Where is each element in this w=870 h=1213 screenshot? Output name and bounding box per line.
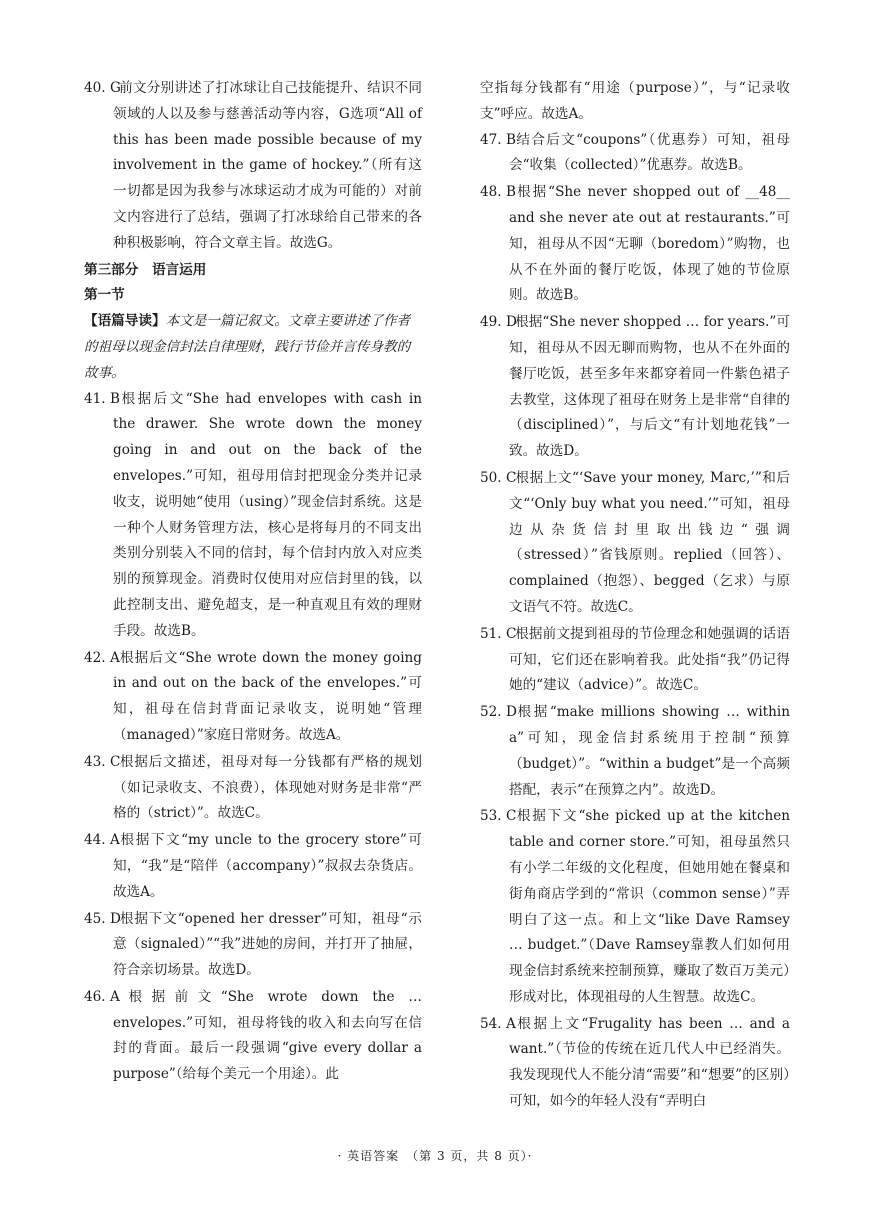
guide-tag: 【语篇导读】 [84, 313, 166, 330]
answer-number: 51. C [480, 625, 517, 642]
answer-text: 根据“She never shopped … for years.”可知，祖母从不因无聊而购物，也从不在外面的餐厅吃饭，甚至多年来都穿着同一件紫色裙子去教堂，这体现了祖母在财务上是非常“自律的（disciplined）”，与后文“有计划地花钱”一致。故选D。 [509, 314, 790, 460]
answer-text: 根据前文“She wrote down the … envelopes.”可知，祖母将钱的收入和去向写在信封的背面。最后一段强调“give every dollar a purpose”（给每个美元一个用途）。此 [113, 988, 422, 1083]
answer-number: 40. G [84, 80, 121, 96]
answer-46-continued: 空指每分钱都有“用途（purpose）”，与“记录收支”呼应。故选A。 [480, 80, 790, 122]
answer-46 [84, 985, 422, 1088]
passage-guide [84, 309, 422, 386]
answer-53 [480, 804, 790, 1010]
answer-40 [84, 76, 422, 257]
answer-49 [480, 310, 790, 465]
answer-42 [84, 646, 422, 749]
answer-text: 前文分别讲述了打冰球让自己技能提升、结识不同领域的人以及参与慈善活动等内容，G选项“All of this has been made possible because of my involvement in the game of hockey.”（所有这一切都是因为我参与冰球运动才成为可能的）对前文内容进行了总结，强调了打冰球给自己带来的各种积极影响，符合文章主旨。故选G。 [113, 80, 422, 251]
page-footer: · 英语答案 （第 3 页，共 8 页）· [337, 1149, 533, 1163]
answer-text: 根据“She never shopped out of __48__ and she never ate out at restaurants.”可知，祖母从不因“无聊（boredom）”购物，也从不在外面的餐厅吃饭，体现了她的节俭原则。故选B。 [509, 184, 790, 304]
answer-number: 50. C [480, 469, 517, 486]
answer-text: 根据下文“opened her dresser”可知，祖母“示意（signaled）”“我”进她的房间，并打开了抽屉，符合亲切场景。故选D。 [113, 910, 422, 979]
part-title: 第三部分 语言运用 [84, 261, 207, 278]
answer-text: 根据下文“she picked up at the kitchen table and corner store.”可知，祖母虽然只有小学二年级的文化程度，但她用她在餐桌和街角商店学到的“常识（common sense）”弄明白了这一点。和上文“like Dave Ramsey … budget.”（Dave Ramsey靠教人们如何用现金信封系统来控制预算，赚取了数百万美元）形成对比，体现祖母的人生智慧。故选C。 [509, 808, 790, 1005]
answer-54 [480, 1012, 790, 1115]
answer-number: 46. A [84, 988, 120, 1005]
answer-number: 49. D [480, 314, 517, 331]
answer-text: 根据上文“‘Save your money, Marc,’”和后文“‘Only buy what you need.’”可知，祖母边从杂货信封里取出钱边“强调（stressed）”省钱原则。replied（回答）、complained（抱怨）、begged（乞求）与原文语气不符。故选C。 [509, 469, 790, 615]
answer-51 [480, 622, 790, 699]
guide-text: 本文是一篇记叙文。文章主要讲述了作者的祖母以现金信封法自律理财，践行节俭并言传身教的故事。 [84, 313, 411, 381]
answer-44 [84, 828, 422, 905]
answer-43 [84, 750, 422, 827]
answer-number: 53. C [480, 808, 517, 825]
answer-text: 根据后文“She had envelopes with cash in the drawer. She wrote down the money going in and out on the back of the envelopes.”可知，祖母用信封把现金分类并记录收支，说明她“使用（using）”现金信封系统。这是一种个人财务管理方法，核心是将每月的不同支出类别分别装入不同的信封，每个信封内放入对应类别的预算现金。消费时仅使用对应信封里的钱，以此控制支出、避免超支，是一种直观且有效的理财手段。故选B。 [113, 390, 422, 639]
right-column [480, 76, 790, 1116]
answer-text: 根据下文“my uncle to the grocery store”可知，“我”是“陪伴（accompany）”叔叔去杂货店。故选A。 [113, 832, 422, 900]
answer-text: 根据上文“Frugality has been … and a want.”（节俭的传统在近几代人中已经消失。我发现现代人不能分清“需要”和“想要”的区别）可知，如今的年轻人没有“弄明白 [509, 1015, 790, 1110]
answer-text: 根据“make millions showing … within a”可知，现金信封系统用于控制“预算（budget）”。“within a budget”是一个高频搭配，表示“在预算之内”。故选D。 [509, 704, 790, 798]
answer-52 [480, 700, 790, 803]
answer-text: 根据后文描述，祖母对每一分钱都有严格的规划（如记录收支、不浪费），体现她对财务是非常“严格的（strict）”。故选C。 [113, 753, 422, 822]
answer-50 [480, 466, 790, 621]
answer-text: 结合后文“coupons”（优惠券）可知，祖母会“收集（collected）”优惠券。故选B。 [509, 131, 790, 174]
answer-number: 41. B [84, 390, 120, 407]
answer-48 [480, 180, 790, 309]
answer-45 [84, 907, 422, 984]
answer-text: 根据后文“She wrote down the money going in and out on the back of the envelopes.”可知，祖母在信封背面记录收支，说明她“管理（managed）”家庭日常财务。故选A。 [113, 649, 422, 743]
answer-number: 43. C [84, 753, 121, 770]
answer-47 [480, 128, 790, 180]
answer-number: 54. A [480, 1015, 516, 1032]
left-column [84, 76, 422, 1089]
answer-text: 根据前文提到祖母的节俭理念和她强调的话语可知，它们还在影响着我。此处指“我”仍记得她的“建议（advice）”。故选C。 [509, 625, 790, 694]
answer-number: 42. A [84, 649, 120, 666]
answer-41 [84, 387, 422, 645]
answer-number: 47. B [480, 131, 516, 148]
answer-number: 52. D [480, 704, 517, 721]
answer-number: 45. D [84, 910, 121, 927]
answer-number: 48. B [480, 184, 516, 201]
answer-number: 44. A [84, 832, 120, 849]
section-title: 第一节 [84, 287, 125, 304]
